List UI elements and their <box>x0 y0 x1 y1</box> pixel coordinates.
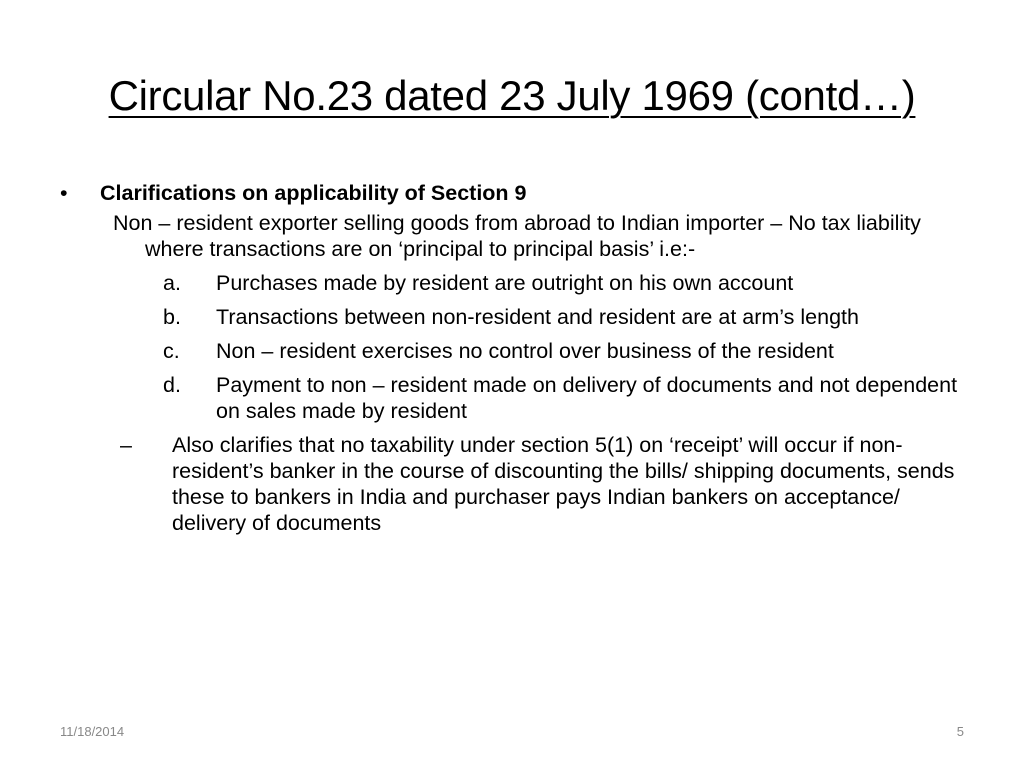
list-marker: a. <box>163 271 181 295</box>
list-item <box>0 270 1024 296</box>
dash-marker: – <box>120 433 132 457</box>
list-item <box>0 338 1024 364</box>
list-item <box>0 304 1024 330</box>
list-item-text: Transactions between non-resident and resident are at arm’s length <box>216 305 859 329</box>
dash-item-text: Also clarifies that no taxability under section 5(1) on ‘receipt’ will occur if non-resident’s banker in the course of discounting the bills/ shipping documents, sends these to bankers in India and purchaser pays Indian bankers on acceptance/ delivery of documents <box>172 433 955 535</box>
footer-date: 11/18/2014 <box>60 724 125 739</box>
slide-body <box>0 180 1024 536</box>
bullet-icon: • <box>60 181 68 205</box>
list-marker: c. <box>163 339 180 363</box>
bullet-heading-row <box>0 180 1024 210</box>
dash-item <box>0 432 1024 536</box>
list-marker: b. <box>163 305 181 329</box>
list-marker: d. <box>163 373 181 397</box>
list-item <box>0 372 1024 424</box>
list-item-text: Purchases made by resident are outright on his own account <box>216 271 794 295</box>
slide-title: Circular No.23 dated 23 July 1969 (contd…) <box>108 72 916 119</box>
list-item-text: Payment to non – resident made on delivery of documents and not dependent on sales made by resident <box>216 373 958 423</box>
intro-paragraph: Non – resident exporter selling goods from abroad to Indian importer – No tax liability where transactions are on ‘principal to principal basis’ i.e:- <box>113 211 921 261</box>
page-number: 5 <box>956 724 964 739</box>
list-item-text: Non – resident exercises no control over business of the resident <box>216 339 834 363</box>
bullet-heading: Clarifications on applicability of Section 9 <box>100 181 527 205</box>
